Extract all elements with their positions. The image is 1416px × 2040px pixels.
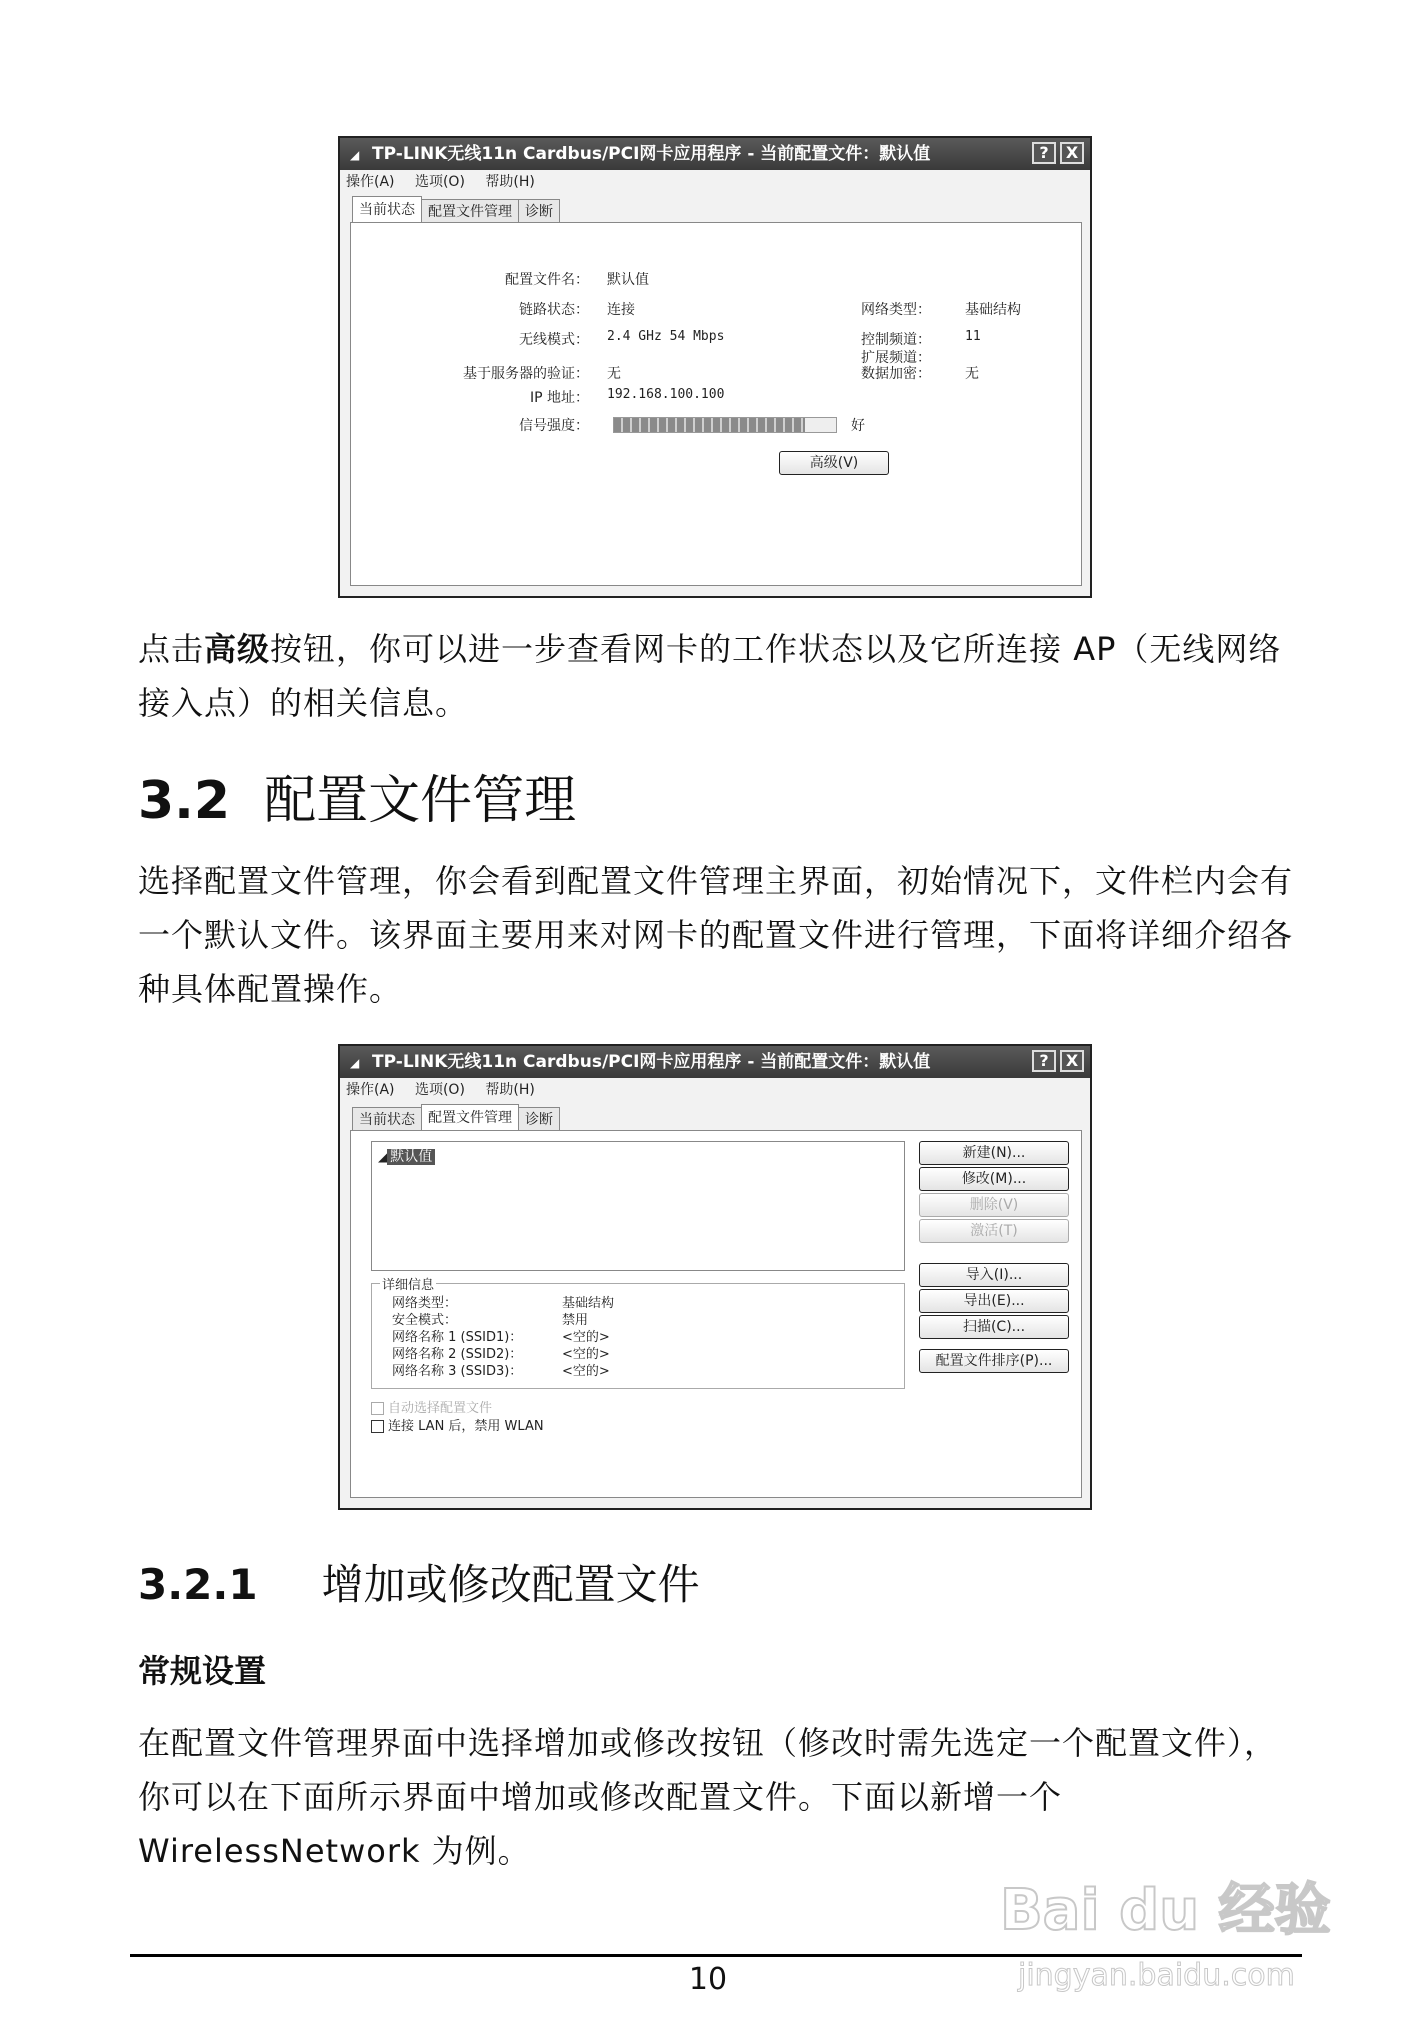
wireless-app-icon: ◢ (350, 148, 360, 162)
server-auth-value: 无 (607, 366, 621, 382)
menu-bar (340, 1078, 1090, 1102)
subheading-general-settings: 常规设置 (138, 1652, 267, 1690)
wireless-mode-label: 无线模式： (519, 332, 589, 348)
profile-order-button[interactable]: 配置文件排序(P)... (919, 1349, 1069, 1373)
footer-rule (130, 1954, 1302, 1957)
detail-label: 网络名称 2 (SSID2)： (392, 1347, 523, 1362)
export-button[interactable]: 导出(E)... (919, 1289, 1069, 1313)
detail-label: 网络类型： (392, 1296, 458, 1311)
para1-post: 按钮，你可以进一步查看网卡的工作状态以及它所连接 AP（无线网络接入点）的相关信息。 (138, 630, 1282, 722)
menu-options[interactable]: 选项(O) (414, 1082, 465, 1098)
app-window-profiles (338, 1044, 1092, 1510)
activate-button[interactable]: 激活(T) (919, 1219, 1069, 1243)
para1-bold: 高级 (204, 630, 271, 668)
delete-button[interactable]: 删除(V) (919, 1193, 1069, 1217)
profile-list[interactable] (371, 1141, 905, 1271)
detail-value: 基础结构 (562, 1296, 615, 1311)
tab-diagnostics[interactable]: 诊断 (518, 199, 560, 224)
section-number: 3.2.1 (138, 1560, 258, 1609)
network-type-value: 基础结构 (965, 302, 1021, 318)
signal-strength-fill (614, 418, 805, 432)
auto-select-checkbox[interactable] (371, 1397, 492, 1416)
menu-action[interactable]: 操作(A) (346, 1082, 395, 1098)
detail-label: 安全模式： (392, 1313, 458, 1328)
menu-help[interactable]: 帮助(H) (485, 174, 535, 190)
checkbox-label: 连接 LAN 后，禁用 WLAN (388, 1419, 544, 1434)
new-button[interactable]: 新建(N)... (919, 1141, 1069, 1165)
detail-value: 禁用 (562, 1313, 589, 1328)
channel-label: 控制频道： (861, 332, 931, 348)
detail-value: <空的> (562, 1330, 610, 1345)
section-title: 配置文件管理 (264, 771, 577, 831)
para1-pre: 点击 (138, 630, 205, 668)
wireless-app-icon: ◢ (350, 1056, 360, 1070)
section-heading-3-2 (138, 758, 576, 833)
tab-profile-management[interactable]: 配置文件管理 (421, 1104, 519, 1132)
baidu-watermark-logo: Bai du 经验 (1000, 1878, 1331, 1943)
title-bar (340, 1046, 1090, 1078)
import-button[interactable]: 导入(I)... (919, 1263, 1069, 1287)
list-item[interactable] (378, 1146, 435, 1166)
checkbox-box[interactable] (371, 1420, 384, 1433)
detail-value: <空的> (562, 1364, 610, 1379)
window-title: TP-LINK无线11n Cardbus/PCI网卡应用程序 - 当前配置文件：默认值 (372, 144, 931, 164)
section-title: 增加或修改配置文件 (321, 1560, 700, 1609)
signal-label: 信号强度： (519, 418, 589, 434)
help-icon[interactable]: ? (1032, 1050, 1056, 1072)
profile-name: 默认值 (387, 1149, 435, 1165)
close-icon[interactable]: X (1060, 1050, 1084, 1072)
close-icon[interactable]: X (1060, 142, 1084, 164)
tab-profile-management[interactable]: 配置文件管理 (421, 199, 519, 224)
link-status-value: 连接 (607, 302, 635, 318)
page-number: 10 (688, 1962, 728, 1997)
detail-value: <空的> (562, 1347, 610, 1362)
wireless-mode-value: 2.4 GHz 54 Mbps (607, 329, 725, 344)
details-group (371, 1278, 905, 1389)
profile-name-label: 配置文件名： (505, 272, 589, 288)
scan-button[interactable]: 扫描(C)... (919, 1315, 1069, 1339)
window-title: TP-LINK无线11n Cardbus/PCI网卡应用程序 - 当前配置文件：默认值 (372, 1052, 931, 1072)
encryption-value: 无 (965, 366, 979, 382)
profiles-panel (350, 1130, 1082, 1498)
tab-diagnostics[interactable]: 诊断 (518, 1107, 560, 1132)
title-bar (340, 138, 1090, 170)
signal-value: 好 (851, 418, 865, 434)
link-status-label: 链路状态： (519, 302, 589, 318)
menu-action[interactable]: 操作(A) (346, 174, 395, 190)
ext-channel-label: 扩展频道： (861, 350, 931, 366)
app-window-status (338, 136, 1092, 598)
checkbox-box[interactable] (371, 1402, 384, 1415)
profile-name-value: 默认值 (607, 272, 649, 288)
tab-current-status[interactable]: 当前状态 (352, 1107, 422, 1132)
section-heading-3-2-1 (138, 1552, 700, 1612)
paragraph-profile-management: 选择配置文件管理，你会看到配置文件管理主界面，初始情况下，文件栏内会有一个默认文件。该界面主要用来对网卡的配置文件进行管理，下面将详细介绍各种具体配置操作。 (138, 862, 1294, 1008)
section-number: 3.2 (138, 771, 231, 831)
menu-options[interactable]: 选项(O) (414, 174, 465, 190)
menu-help[interactable]: 帮助(H) (485, 1082, 535, 1098)
signal-strength-bar (613, 417, 837, 433)
status-panel (350, 222, 1082, 586)
help-icon[interactable]: ? (1032, 142, 1056, 164)
tab-strip (352, 1104, 559, 1130)
encryption-label: 数据加密： (861, 366, 931, 382)
paragraph-add-modify: 在配置文件管理界面中选择增加或修改按钮（修改时需先选定一个配置文件），你可以在下面所示界面中增加或修改配置文件。下面以新增一个 WirelessNetwork 为例。 (138, 1724, 1278, 1870)
channel-value: 11 (965, 329, 981, 344)
details-legend: 详细信息 (380, 1274, 436, 1293)
paragraph-advanced (138, 622, 1298, 730)
tab-strip (352, 196, 559, 222)
tab-current-status[interactable]: 当前状态 (352, 196, 422, 224)
wireless-profile-icon: ◢ (378, 1150, 388, 1164)
checkbox-label: 自动选择配置文件 (388, 1401, 493, 1416)
ip-value: 192.168.100.100 (607, 387, 725, 402)
detail-label: 网络名称 3 (SSID3)： (392, 1364, 523, 1379)
disable-wlan-checkbox[interactable] (371, 1415, 544, 1434)
ip-label: IP 地址： (529, 390, 589, 406)
advanced-button[interactable]: 高级(V) (779, 451, 889, 475)
detail-label: 网络名称 1 (SSID1)： (392, 1330, 523, 1345)
server-auth-label: 基于服务器的验证： (463, 366, 589, 382)
baidu-watermark-url: jingyan.baidu.com (1018, 1958, 1295, 1993)
network-type-label: 网络类型： (861, 302, 931, 318)
menu-bar (340, 170, 1090, 194)
modify-button[interactable]: 修改(M)... (919, 1167, 1069, 1191)
